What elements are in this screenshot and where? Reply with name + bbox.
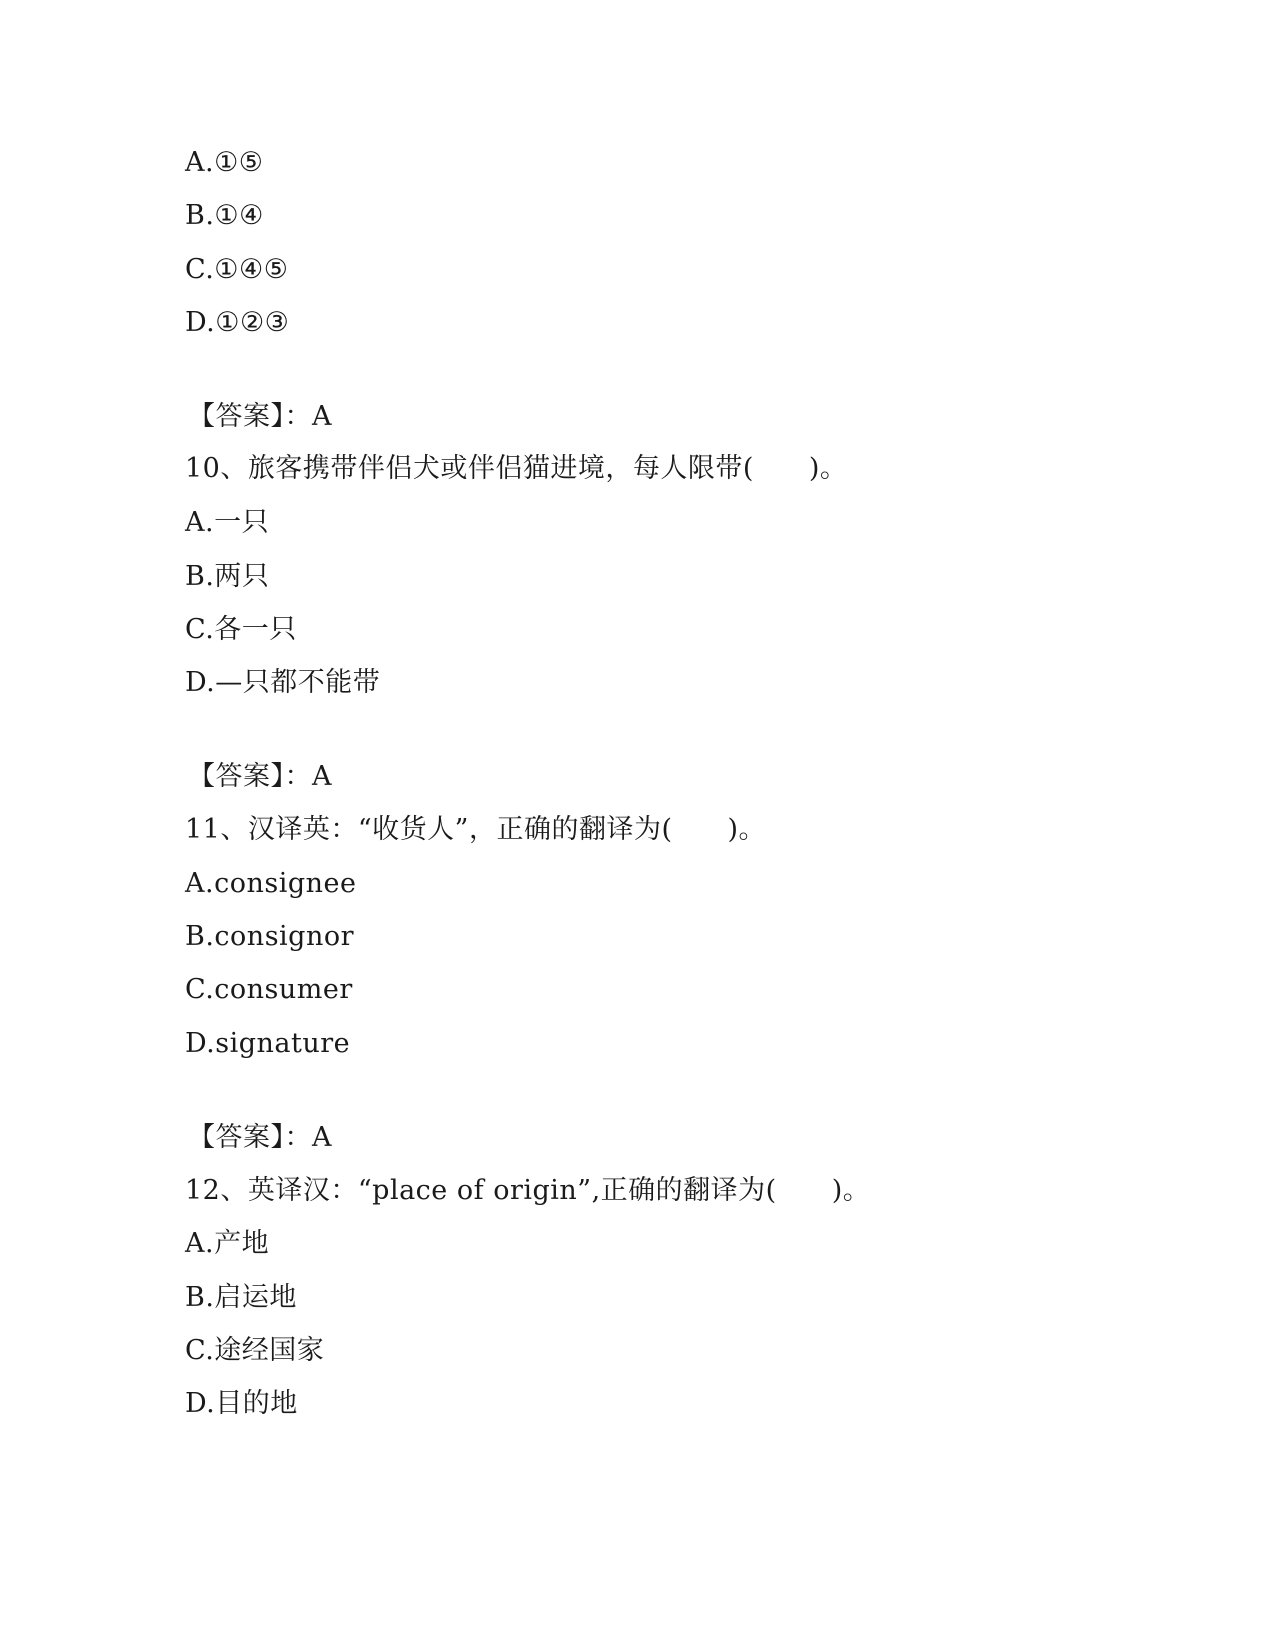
q12-question: 12、英译汉：“place of origin”,正确的翻译为( )。 [185,1175,871,1206]
q11-option-a: A.consignee [185,868,357,899]
q12-option-d: D.目的地 [185,1388,298,1419]
q9-option-a: A.①⑤ [185,147,264,178]
q9-option-d: D.①②③ [185,307,290,338]
q10-answer: 【答案】：A [188,761,332,792]
q10-option-d: D.—只都不能带 [185,667,381,698]
q9-option-c: C.①④⑤ [185,254,289,285]
q10-question: 10、旅客携带伴侣犬或伴侣猫进境，每人限带( )。 [185,453,848,484]
q11-answer: 【答案】：A [188,1122,332,1153]
q11-option-c: C.consumer [185,974,353,1005]
q9-option-b: B.①④ [185,200,264,231]
q12-option-b: B.启运地 [185,1282,297,1313]
q10-option-a: A.一只 [185,507,270,538]
q10-option-b: B.两只 [185,561,270,592]
q12-option-a: A.产地 [185,1228,270,1259]
q10-option-c: C.各一只 [185,614,297,645]
q9-answer: 【答案】：A [188,401,332,432]
q12-option-c: C.途经国家 [185,1335,325,1366]
q11-question: 11、汉译英：“收货人”，正确的翻译为( )。 [185,814,767,845]
q11-option-b: B.consignor [185,921,355,952]
q11-option-d: D.signature [185,1028,351,1059]
